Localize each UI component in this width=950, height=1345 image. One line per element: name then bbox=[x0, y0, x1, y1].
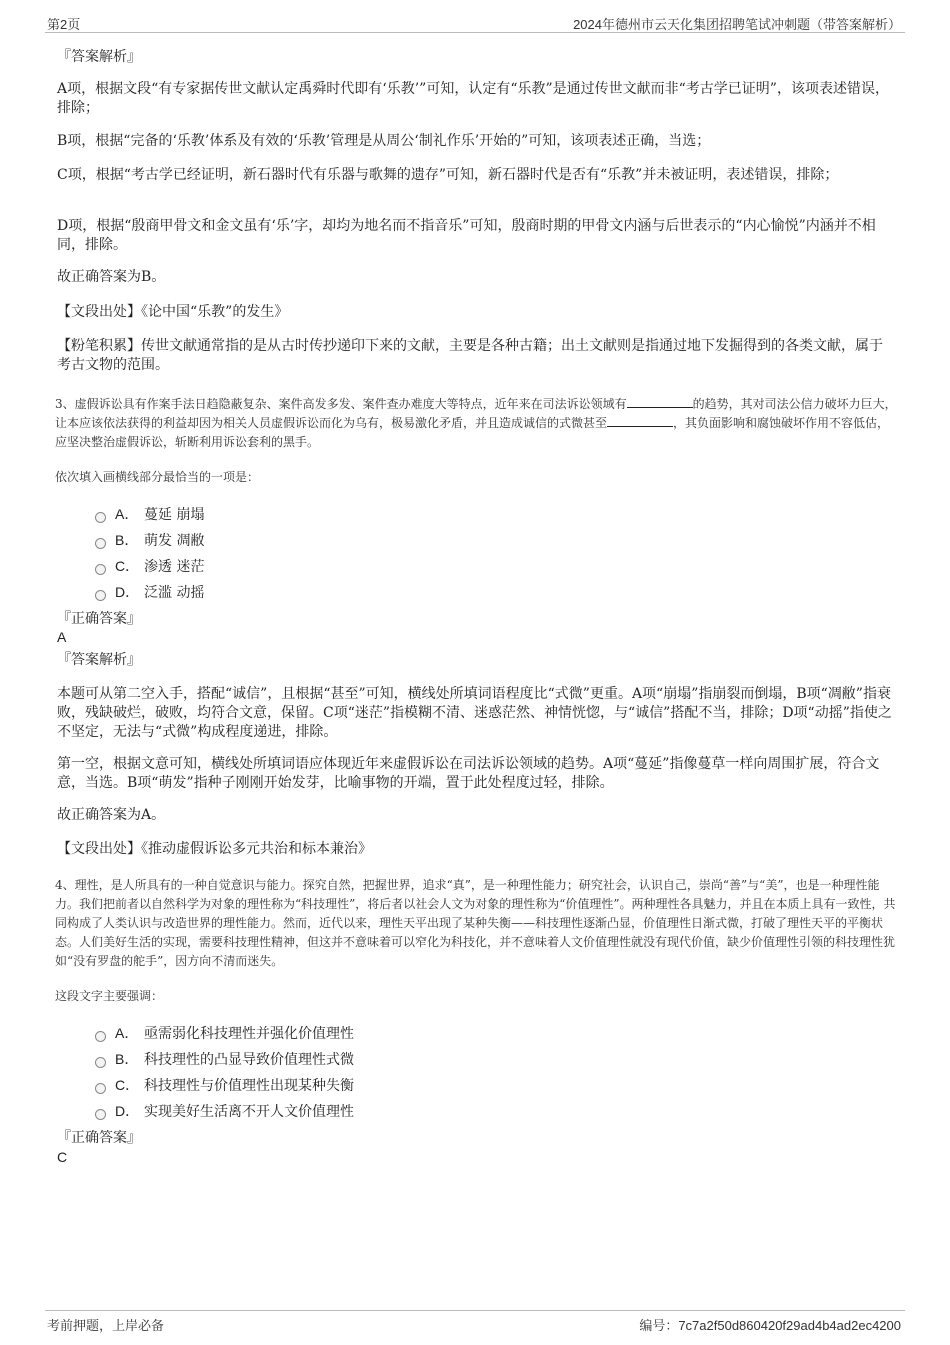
q3-correct-answer: A bbox=[57, 629, 67, 645]
radio-button[interactable] bbox=[95, 590, 106, 601]
radio-button[interactable] bbox=[95, 564, 106, 575]
q4-stem: 4、理性，是人所具有的一种自觉意识与能力。探究自然，把握世界，追求“真”，是一种理性能力；研究社会，认识自己，崇尚“善”与“美”，也是一种理性能力。我们把前者以自然科学为对象的理性称为“科技理性”，将后者以社会人文为对象的理性称为“价值理性”。两种理性各具魅力，并且在本质上具有一致性，共同构成了人类认识与改造世界的理性能力。然而，近代以来，理性天平出现了某种失衡——科技理性逐渐凸显，价值理性日渐式微，打破了理性天平的平衡状态。人们美好生活的实现，需要科技理性精神，但这并不意味着可以窄化为科技化，并不意味着人文价值理性就没有现代价值，缺少价值理性引领的科技理性犹如“没有罗盘的舵手”，因方向不清而迷失。 bbox=[55, 878, 896, 968]
q2-analysis-b: B项，根据“完备的‘乐教’体系及有效的‘乐教’管理是从周公‘制礼作乐’开始的”可知，该项表述正确，当选； bbox=[57, 133, 711, 149]
blank-1 bbox=[627, 396, 693, 408]
q4-option-c[interactable]: C． 科技理性与价值理性出现某种失衡 bbox=[95, 1075, 354, 1095]
q3-prompt: 依次填入画横线部分最恰当的一项是： bbox=[55, 470, 260, 484]
q3-option-b[interactable]: B． 萌发 凋敝 bbox=[95, 530, 204, 550]
q3-option-c[interactable]: C． 渗透 迷茫 bbox=[95, 556, 204, 576]
q3-analysis-1: 本题可从第二空入手，搭配“诚信”，且根据“甚至”可知，横线处所填词语程度比“式微”更重。A项“崩塌”指崩裂而倒塌，B项“凋敝”指衰败，残缺破烂，破败，均符合文意，保留。C项“迷茫”指模糊不清、迷惑茫然、神情恍惚，与“诚信”搭配不当，排除；D项“动摇”指使之不坚定，无法与“式微”构成程度递进，排除。 bbox=[57, 686, 892, 740]
q3-conclusion: 故正确答案为A。 bbox=[57, 807, 166, 823]
radio-button[interactable] bbox=[95, 1083, 106, 1094]
q4-correct-answer: C bbox=[57, 1149, 68, 1165]
blank-2 bbox=[607, 415, 673, 427]
radio-button[interactable] bbox=[95, 512, 106, 523]
q3-analysis-label: 『答案解析』 bbox=[57, 652, 141, 668]
page-footer bbox=[45, 1310, 905, 1339]
q3-option-a[interactable]: A． 蔓延 崩塌 bbox=[95, 504, 204, 524]
q4-option-b[interactable]: B． 科技理性的凸显导致价值理性式微 bbox=[95, 1049, 354, 1069]
q3-analysis-2: 第一空，根据文意可知，横线处所填词语应体现近年来虚假诉讼在司法诉讼领域的趋势。A项“蔓延”指像蔓草一样向周围扩展，符合文意，当选。B项“萌发”指种子刚刚开始发芽，比喻事物的开端，置于此处程度过轻，排除。 bbox=[57, 756, 880, 791]
document-code: 编号：7c7a2f50d860420f29ad4b4ad2ec4200 bbox=[639, 1318, 901, 1334]
q2-conclusion: 故正确答案为B。 bbox=[57, 269, 166, 285]
page-number: 第2页 bbox=[47, 17, 81, 32]
q4-option-a[interactable]: A． 亟需弱化科技理性并强化价值理性 bbox=[95, 1023, 354, 1043]
radio-button[interactable] bbox=[95, 1109, 106, 1120]
q4-option-d[interactable]: D． 实现美好生活离不开人文价值理性 bbox=[95, 1101, 354, 1121]
footer-slogan: 考前押题，上岸必备 bbox=[47, 1319, 165, 1334]
q3-source: 【文段出处】《推动虚假诉讼多元共治和标本兼治》 bbox=[57, 841, 372, 857]
q2-source: 【文段出处】《论中国“乐教”的发生》 bbox=[57, 304, 289, 320]
q3-option-d[interactable]: D． 泛滥 动摇 bbox=[95, 582, 204, 602]
document-title: 2024年德州市云天化集团招聘笔试冲刺题（带答案解析） bbox=[573, 17, 901, 32]
q4-prompt: 这段文字主要强调： bbox=[55, 989, 164, 1003]
radio-button[interactable] bbox=[95, 1031, 106, 1042]
q2-analysis-d: D项，根据“殷商甲骨文和金文虽有‘乐’字，却均为地名而不指音乐”可知，殷商时期的甲骨文内涵与后世表示的“内心愉悦”内涵并不相同，排除。 bbox=[57, 218, 876, 253]
q3-stem: 3、虚假诉讼具有作案手法日趋隐蔽复杂、案件高发多发、案件查办难度大等特点，近年来在司法诉讼领域有 的趋势，其对司法公信力破坏力巨大，让本应该依法获得的利益却因为相关人员虚假诉讼而化为乌有，极易激化矛盾，并且造成诚信的式微甚至 ，其负面影响和腐蚀破坏作用不容低估，应坚决整治虚假诉讼，斩断利用诉讼套利的黑手。 bbox=[55, 397, 897, 449]
radio-button[interactable] bbox=[95, 1057, 106, 1068]
q2-note: 【粉笔积累】传世文献通常指的是从古时传抄递印下来的文献，主要是各种古籍；出土文献则是指通过地下发掘得到的各类文献，属于考古文物的范围。 bbox=[57, 338, 883, 373]
q2-analysis-a: A项，根据文段“有专家据传世文献认定禹舜时代即有‘乐教’”可知，认定有“乐教”是通过传世文献而非“考古学已证明”，该项表述错误，排除； bbox=[57, 81, 889, 116]
page-header bbox=[45, 12, 905, 33]
radio-button[interactable] bbox=[95, 538, 106, 549]
q2-analysis-label: 『答案解析』 bbox=[57, 49, 141, 65]
q2-analysis-c: C项，根据“考古学已经证明，新石器时代有乐器与歌舞的遗存”可知，新石器时代是否有“乐教”并未被证明，表述错误，排除； bbox=[57, 167, 839, 183]
q3-correct-label: 『正确答案』 bbox=[57, 611, 141, 627]
q4-correct-label: 『正确答案』 bbox=[57, 1130, 141, 1146]
